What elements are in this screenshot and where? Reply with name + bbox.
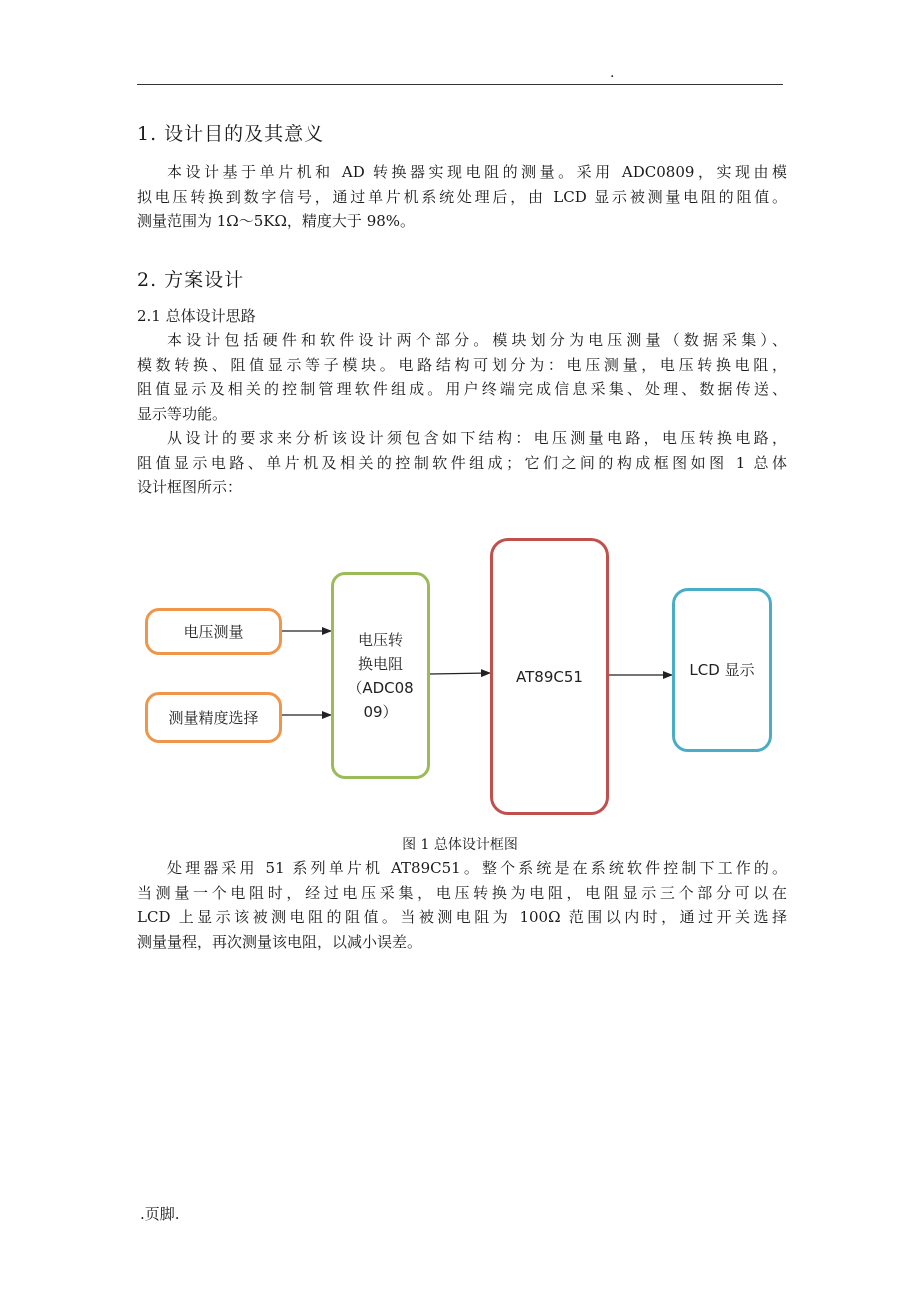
mcu-label: AT89C51 <box>516 667 583 686</box>
section-2-paragraph-1 <box>137 328 787 426</box>
voltage-measure-label: 电压测量 <box>183 622 244 641</box>
paragraph-line: 设计框图所示： <box>137 478 243 496</box>
paragraph-line: 模数转换、阻值显示等子模块。电路结构可划分为：电压测量，电压转换电阻， <box>137 355 787 374</box>
section-3-paragraph <box>137 856 787 954</box>
paragraph-line: 处理器采用 51 系列单片机 AT89C51。整个系统是在系统软件控制下工作的。 <box>167 859 787 877</box>
lcd-label: LCD 显示 <box>689 661 755 679</box>
converter-label-line: （ADC08 <box>347 678 414 697</box>
paragraph-line: 显示等功能。 <box>137 404 228 423</box>
paragraph-line: LCD 上显示该被测电阻的阻值。当被测电阻为 100Ω 范围以内时，通过开关选择 <box>137 908 787 926</box>
voltage-to-resistance-converter-block <box>331 572 430 779</box>
section-1-paragraph <box>137 160 787 234</box>
paragraph-line: 本设计包括硬件和软件设计两个部分。模块划分为电压测量（数据采集）、 <box>167 331 787 349</box>
paragraph-line: 从设计的要求来分析该设计须包含如下结构：电压测量电路，电压转换电路， <box>167 429 787 447</box>
converter-label-line: 换电阻 <box>357 654 403 673</box>
paragraph-line: 测量范围为 1Ω～5KΩ，精度大于 98%。 <box>137 212 416 230</box>
converter-label-line: 09） <box>363 702 398 721</box>
header-rule <box>137 84 783 85</box>
section-1-title: 1. 设计目的及其意义 <box>137 123 325 145</box>
paragraph-line: 本设计基于单片机和 AD 转换器实现电阻的测量。采用 ADC0809，实现由模 <box>167 163 787 181</box>
header-mark: . <box>610 65 615 81</box>
page-footer: .页脚. <box>140 1205 180 1223</box>
lcd-display-block <box>672 588 772 752</box>
paragraph-line: 拟电压转换到数字信号，通过单片机系统处理后，由 LCD 显示被测量电阻的阻值。 <box>137 187 787 206</box>
converter-label-line: 电压转 <box>357 630 403 649</box>
figure-caption: 图 1 总体设计框图 <box>402 837 518 853</box>
paragraph-line: 测量量程，再次测量该电阻，以减小误差。 <box>137 932 423 951</box>
precision-select-block <box>145 692 282 743</box>
paragraph-line: 当测量一个电阻时，经过电压采集，电压转换为电阻，电阻显示三个部分可以在 <box>137 883 787 902</box>
voltage-measure-block <box>145 608 282 655</box>
subsection-2-1-title: 2.1 总体设计思路 <box>137 307 256 325</box>
section-2-title: 2. 方案设计 <box>137 269 245 291</box>
mcu-block <box>490 538 609 815</box>
section-2-paragraph-2 <box>137 426 787 500</box>
precision-select-label: 测量精度选择 <box>168 708 259 727</box>
arrow-converter-to-mcu <box>430 673 490 674</box>
paragraph-line: 阻值显示及相关的控制管理软件组成。用户终端完成信息采集、处理、数据传送、 <box>137 380 787 398</box>
paragraph-line: 阻值显示电路、单片机及相关的控制软件组成；它们之间的构成框图如图 1 总体 <box>137 453 787 472</box>
